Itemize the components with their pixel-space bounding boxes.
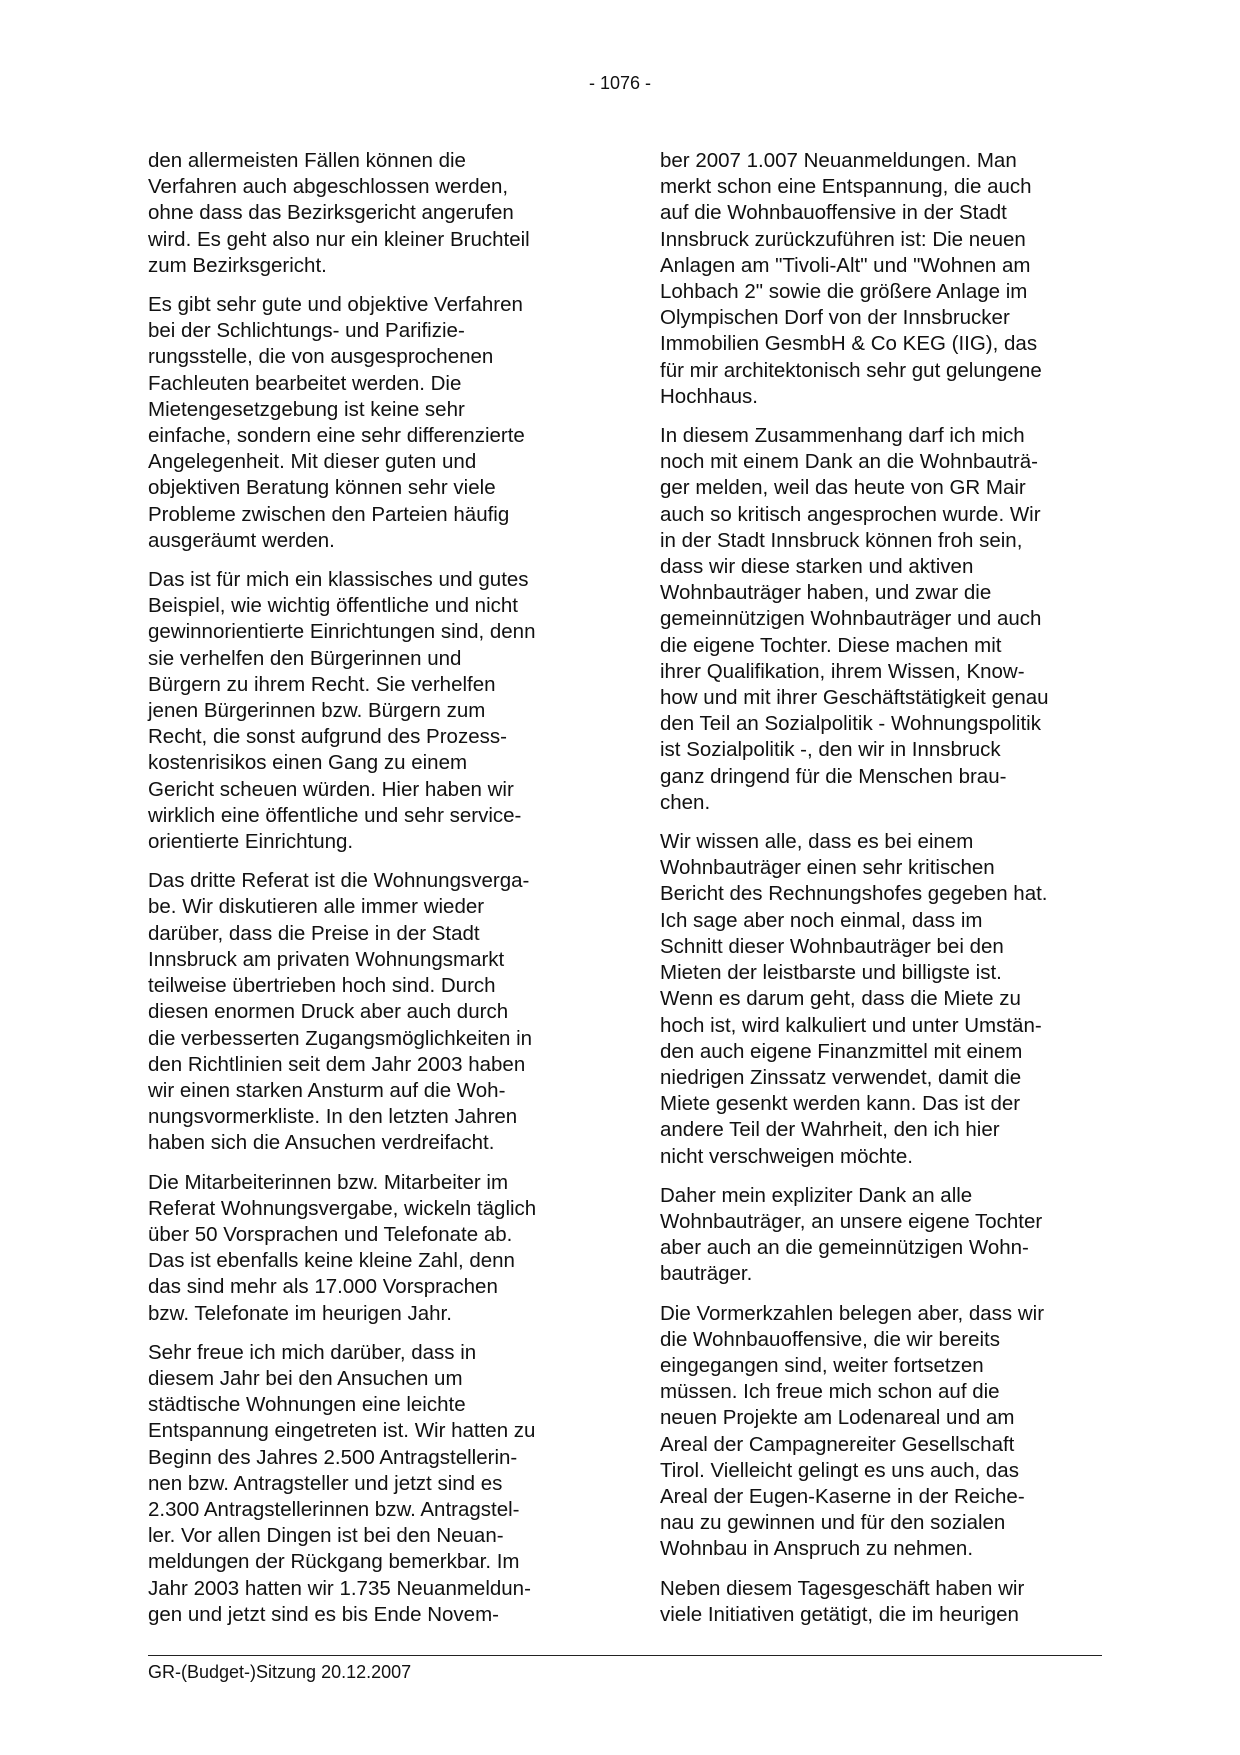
paragraph: In diesem Zusammenhang darf ich mich noch mit einem Dank an die Wohnbauträ- ger melden, weil das heute von GR Mair auch so kritisch angesprochen wurde. Wir in der Stadt Innsbruck können froh sein, dass wir diese starken und aktiven Wohnbauträger haben, und zwar die gemeinnützigen Wohnbauträger und auch die eigene Tochter. Diese machen mit ihrer Qualifikation, ihrem Wissen, Know- how und mit ihrer Geschäftstätigkeit genau den Teil an Sozialpolitik - Wohnungspolitik ist Sozialpolitik -, den wir in Innsbruck ganz dringend für die Menschen brau- chen. (660, 424, 1049, 814)
paragraph: Es gibt sehr gute und objektive Verfahren bei der Schlichtungs- und Parifizie- rungsstelle, die von ausgesprochenen Fachleuten bearbeitet werden. Die Mietengesetzgebung ist keine sehr einfache, sondern eine sehr differenzierte Angelegenheit. Mit dieser guten und objektiven Beratung können sehr viele Probleme zwischen den Parteien häufig ausgeräumt werden. (148, 293, 525, 552)
page-number: - 1076 - (588, 73, 652, 93)
paragraph: Die Vormerkzahlen belegen aber, dass wir die Wohnbauoffensive, die wir bereits eingegangen sind, weiter fortsetzen müssen. Ich freue mich schon auf die neuen Projekte am Lodenareal und am Areal der Campagnereiter Gesellschaft Tirol. Vielleicht gelingt es uns auch, das Areal der Eugen-Kaserne in der Reiche- nau zu gewinnen und für den sozialen Wohnbau in Anspruch zu nehmen. (660, 1301, 1045, 1561)
footer-divider (148, 1655, 1102, 1656)
left-column (148, 148, 588, 1641)
footer-session-label: GR-(Budget-)Sitzung 20.12.2007 (148, 1662, 412, 1682)
paragraph: Neben diesem Tagesgeschäft haben wir viele Initiativen getätigt, die im heurigen (660, 1576, 1025, 1626)
paragraph: den allermeisten Fällen können die Verfahren auch abgeschlossen werden, ohne dass das Bezirksgericht angerufen wird. Es geht also nur ein kleiner Bruchteil zum Bezirksgericht. (148, 149, 530, 277)
paragraph: Sehr freue ich mich darüber, dass in diesem Jahr bei den Ansuchen um städtische Wohnungen eine leichte Entspannung eingetreten ist. Wir hatten zu Beginn des Jahres 2.500 Antragstellerin- nen bzw. Antragsteller und jetzt sind es 2.300 Antragstellerinnen bzw. Antragstel- ler. Vor allen Dingen ist bei den Neuan- meldungen der Rückgang bemerkbar. Im Jahr 2003 hatten wir 1.735 Neuanmeldun- gen und jetzt sind es bis Ende Novem- (148, 1340, 536, 1626)
paragraph: Das ist für mich ein klassisches und gutes Beispiel, wie wichtig öffentliche und nicht gewinnorientierte Einrichtungen sind, denn sie verhelfen den Bürgerinnen und Bürgern zu ihrem Recht. Sie verhelfen jenen Bürgerinnen bzw. Bürgern zum Recht, die sonst aufgrund des Prozess- kostenrisikos einen Gang zu einem Gericht scheuen würden. Hier haben wir wirklich eine öffentliche und sehr service- orientierte Einrichtung. (148, 568, 536, 854)
right-column (660, 148, 1100, 1641)
paragraph: Daher mein expliziter Dank an alle Wohnbauträger, an unsere eigene Tochter aber auch an die gemeinnützigen Wohn- bauträger. (660, 1183, 1043, 1286)
paragraph: ber 2007 1.007 Neuanmeldungen. Man merkt schon eine Entspannung, die auch auf die Wohnbauoffensive in der Stadt Innsbruck zurückzuführen ist: Die neuen Anlagen am "Tivoli-Alt" und "Wohnen am Lohbach 2" sowie die größere Anlage im Olympischen Dorf von der Innsbrucker Immobilien GesmbH & Co KEG (IIG), das für mir architektonisch sehr gut gelungene Hochhaus. (660, 149, 1042, 408)
paragraph: Wir wissen alle, dass es bei einem Wohnbauträger einen sehr kritischen Bericht des Rechnungshofes gegeben hat. Ich sage aber noch einmal, dass im Schnitt dieser Wohnbauträger bei den Mieten der leistbarste und billigste ist. Wenn es darum geht, dass die Miete zu hoch ist, wird kalkuliert und unter Umstän- den auch eigene Finanzmittel mit einem niedrigen Zinssatz verwendet, damit die Miete gesenkt werden kann. Das ist der andere Teil der Wahrheit, den ich hier nicht verschweigen möchte. (660, 830, 1048, 1168)
paragraph: Das dritte Referat ist die Wohnungsverga- be. Wir diskutieren alle immer wieder darüber, dass die Preise in der Stadt Innsbruck am privaten Wohnungsmarkt teilweise übertrieben hoch sind. Durch diesen enormen Druck aber auch durch die verbesserten Zugangsmöglichkeiten in den Richtlinien seit dem Jahr 2003 haben wir einen starken Ansturm auf die Woh- nungsvormerkliste. In den letzten Jahren haben sich die Ansuchen verdreifacht. (148, 869, 533, 1155)
paragraph: Die Mitarbeiterinnen bzw. Mitarbeiter im Referat Wohnungsvergabe, wickeln täglich über 50 Vorsprachen und Telefonate ab. Das ist ebenfalls keine kleine Zahl, denn das sind mehr als 17.000 Vorsprachen bzw. Telefonate im heurigen Jahr. (148, 1170, 537, 1325)
